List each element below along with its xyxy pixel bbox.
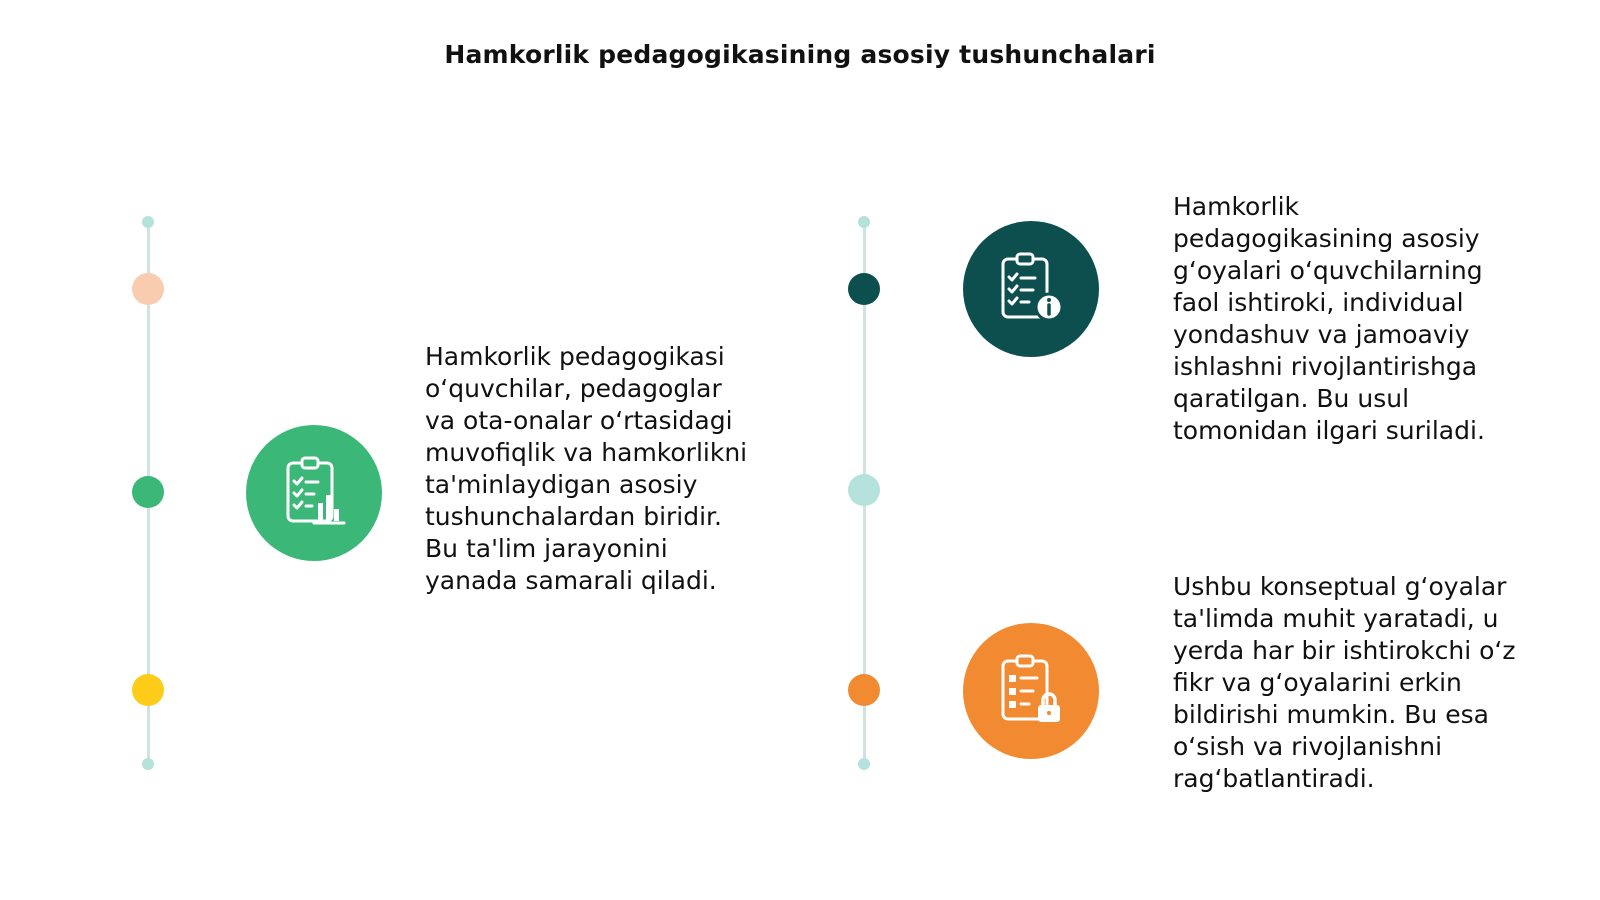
timeline-dot-peach xyxy=(132,273,164,305)
right-bottom-description: Ushbu konseptual gʻoyalar ta'limda muhit yaratadi, u yerda har bir ishtirokchi oʻz fikr va gʻoyalarini erkin bildirishi mumkin. Bu esa oʻsish va rivojlanishni ragʻbatlantiradi. xyxy=(1173,572,1516,793)
left-description: Hamkorlik pedagogikasi oʻquvchilar, pedagoglar va ota-onalar oʻrtasidagi muvofiqlik va hamkorlikni ta'minlaydigan asosiy tushunchalardan biridir. Bu ta'lim jarayonini yanada samarali qiladi. xyxy=(425,342,748,595)
clipboard-lock-icon xyxy=(963,623,1099,759)
right-top-description: Hamkorlik pedagogikasining asosiy gʻoyalari oʻquvchilarning faol ishtiroki, individual yondashuv va jamoaviy ishlashni rivojlantirishga qaratilgan. Bu usul tomonidan ilgari suriladi. xyxy=(1173,192,1485,445)
timeline-dot-orange xyxy=(848,674,880,706)
clipboard-chart-icon xyxy=(246,425,382,561)
timeline-end-dot xyxy=(142,758,154,770)
timeline-dot-yellow xyxy=(132,674,164,706)
page-title: Hamkorlik pedagogikasining asosiy tushunchalari xyxy=(444,40,1156,69)
timeline-dot-green xyxy=(132,476,164,508)
timeline-end-dot xyxy=(858,216,870,228)
timeline-dot-light-teal xyxy=(848,474,880,506)
timeline-end-dot xyxy=(142,216,154,228)
timeline-dot-dark-teal xyxy=(848,273,880,305)
timeline-end-dot xyxy=(858,758,870,770)
clipboard-info-icon xyxy=(963,221,1099,357)
